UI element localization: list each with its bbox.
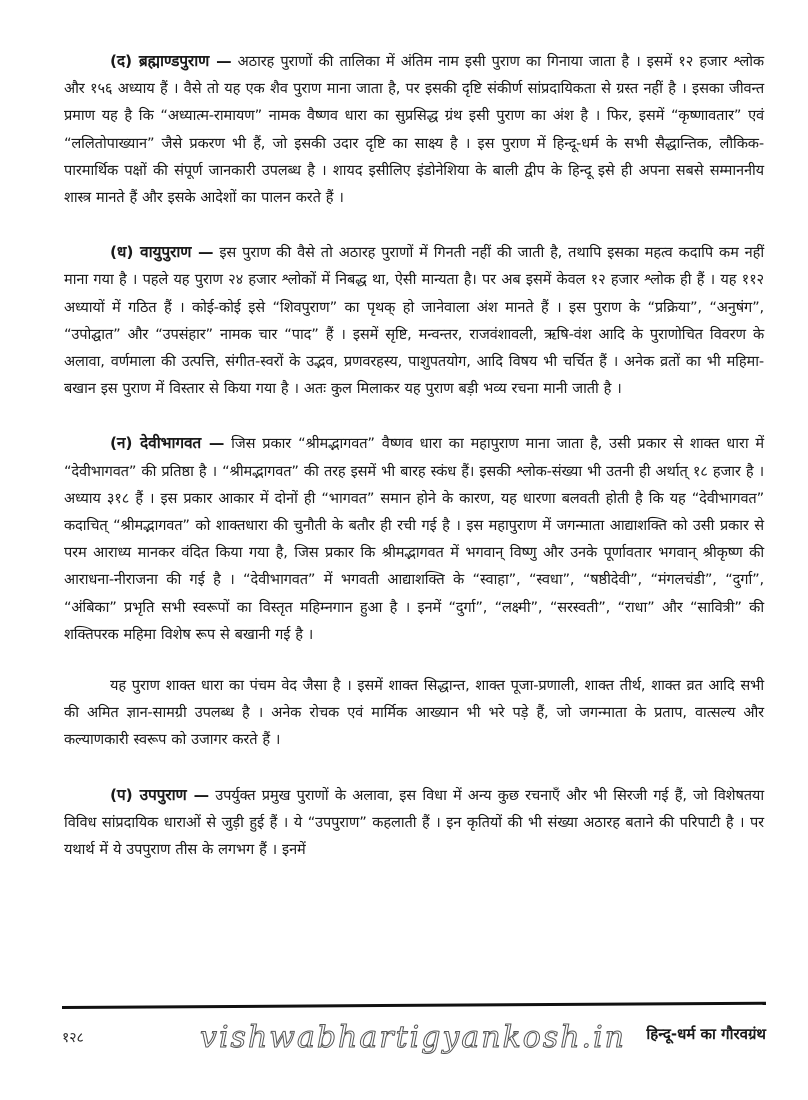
section-vayu-purana: [64, 239, 764, 402]
section-text: अठारह पुराणों की तालिका में अंतिम नाम इसी पुराण का गिनाया जाता है । इसमें १२ हजार श्लोक और १५६ अध्याय हैं । वैसे तो यह एक शैव पुराण माना जाता है, पर इसकी दृष्टि संकीर्ण सांप्रदायिकता से ग्रस्त नहीं है । इसका जीवन्त प्रमाण यह है कि “अध्यात्म-रामायण” नामक वैष्णव धारा का सुप्रसिद्ध ग्रंथ इसी पुराण का अंश है । फिर, इसमें “कृष्णावतार” एवं “ललितोपाख्यान” जैसे प्रकरण भी हैं, जो इसकी उदार दृष्टि का साक्ष्य है । इस पुराण में हिन्दू-धर्म के सभी सैद्धान्तिक, लौकिक-पारमार्थिक पक्षों की संपूर्ण जानकारी उपलब्ध है । शायद इसीलिए इंडोनेशिया के बाली द्वीप के हिन्दू इसे ही अपना सबसे सम्माननीय शास्त्र मानते हैं और इसके आदेशों का पालन करते हैं ।: [64, 53, 764, 207]
section-heading: (प) उपपुराण —: [110, 785, 209, 804]
section-heading: (ध) वायुपुराण —: [110, 243, 214, 262]
page-number: १२८: [62, 1030, 84, 1046]
section-text: जिस प्रकार “श्रीमद्भागवत” वैष्णव धारा का महापुराण माना जाता है, उसी प्रकार से शाक्त धारा में “देवीभागवत” की प्रतिष्ठा है । “श्रीमद्भागवत” की तरह इसमें भी बारह स्कंध हैं। इसकी श्लोक-संख्या भी उतनी ही अर्थात् १८ हजार है । अध्याय ३१८ हैं । इस प्रकार आकार में दोनों ही “भागवत” समान होने के कारण, यह धारणा बलवती होती है कि यह “देवीभागवत” कदाचित् “श्रीमद्भागवत” को शाक्तधारा की चुनौती के बतौर ही रची गई है । इस महापुराण में जगन्माता आद्याशक्ति को उसी प्रकार से परम आराध्य मानकर वंदित किया गया है, जिस प्रकार कि श्रीमद्भागवत में भगवान् विष्णु और उनके पूर्णावतार भगवान् श्रीकृष्ण की आराधना-नीराजना की गई है । “देवीभागवत” में भगवती आद्याशक्ति के “स्वाहा”, “स्वधा”, “षष्ठीदेवी”, “मंगलचंडी”, “दुर्गा”, “अंबिका” प्रभृति सभी स्वरूपों का विस्तृत महिम्नगान हुआ है । इनमें “दुर्गा”, “लक्ष्मी”, “सरस्वती”, “राधा” और “सावित्री” की शक्तिपरक महिमा विशेष रूप से बखानी गई है ।: [64, 435, 765, 643]
page-footer: [62, 1020, 766, 1055]
watermark: vishwabhartigyankosh.in: [200, 1020, 626, 1055]
section-devi-bhagavata: [64, 430, 764, 648]
book-title: हिन्दू-धर्म का गौरवग्रंथ: [646, 1025, 766, 1043]
section-text: यह पुराण शाक्त धारा का पंचम वेद जैसा है । इसमें शाक्त सिद्धान्त, शाक्त पूजा-प्रणाली, शाक्त तीर्थ, शाक्त व्रत आदि सभी की अमित ज्ञान-सामग्री उपलब्ध है । अनेक रोचक एवं मार्मिक आख्यान भी भरे पड़े हैं, जो जगन्माता के प्रताप, वात्सल्य और कल्याणकारी स्वरूप को उजागर करते हैं ।: [64, 677, 764, 749]
section-brahmanda-purana: [64, 48, 764, 211]
section-upa-purana: [64, 782, 764, 864]
page-body: [64, 48, 764, 891]
footer-divider: [62, 1002, 766, 1009]
section-text: उपर्युक्त प्रमुख पुराणों के अलावा, इस विधा में अन्य कुछ रचनाएँ और भी सिरजी गई हैं, जो विशेषतया विविध सांप्रदायिक धाराओं से जुड़ी हुई हैं । ये “उपपुराण” कहलाती हैं । इन कृतियों की भी संख्या अठारह बताने की परिपाटी है । पर यथार्थ में ये उपपुराण तीस के लगभग हैं । इनमें: [64, 786, 764, 859]
section-heading: (न) देवीभागवत —: [110, 434, 225, 453]
section-devi-bhagavata-continued: [64, 672, 764, 754]
section-text: इस पुराण की वैसे तो अठारह पुराणों में गिनती नहीं की जाती है, तथापि इसका महत्व कदापि कम नहीं माना गया है । पहले यह पुराण २४ हजार श्लोकों में निबद्ध था, ऐसी मान्यता है। पर अब इसमें केवल १२ हजार श्लोक ही हैं । यह ११२ अध्यायों में गठित हैं । कोई-कोई इसे “शिवपुराण” का पृथक् हो जानेवाला अंश मानते हैं । इस पुराण के “प्रक्रिया”, “अनुषंग”, “उपोद्घात” और “उपसंहार” नामक चार “पाद” हैं । इसमें सृष्टि, मन्वन्तर, राजवंशावली, ऋषि-वंश आदि के पुराणोचित विवरण के अलावा, वर्णमाला की उत्पत्ति, संगीत-स्वरों के उद्भव, प्रणवरहस्य, पाशुपतयोग, आदि विषय भी चर्चित हैं । अनेक व्रतों का भी महिमा-बखान इस पुराण में विस्तार से किया गया है । अतः कुल मिलाकर यह पुराण बड़ी भव्य रचना मानी जाती है ।: [64, 244, 764, 398]
section-heading: (द) ब्रह्माण्डपुराण —: [110, 52, 232, 70]
